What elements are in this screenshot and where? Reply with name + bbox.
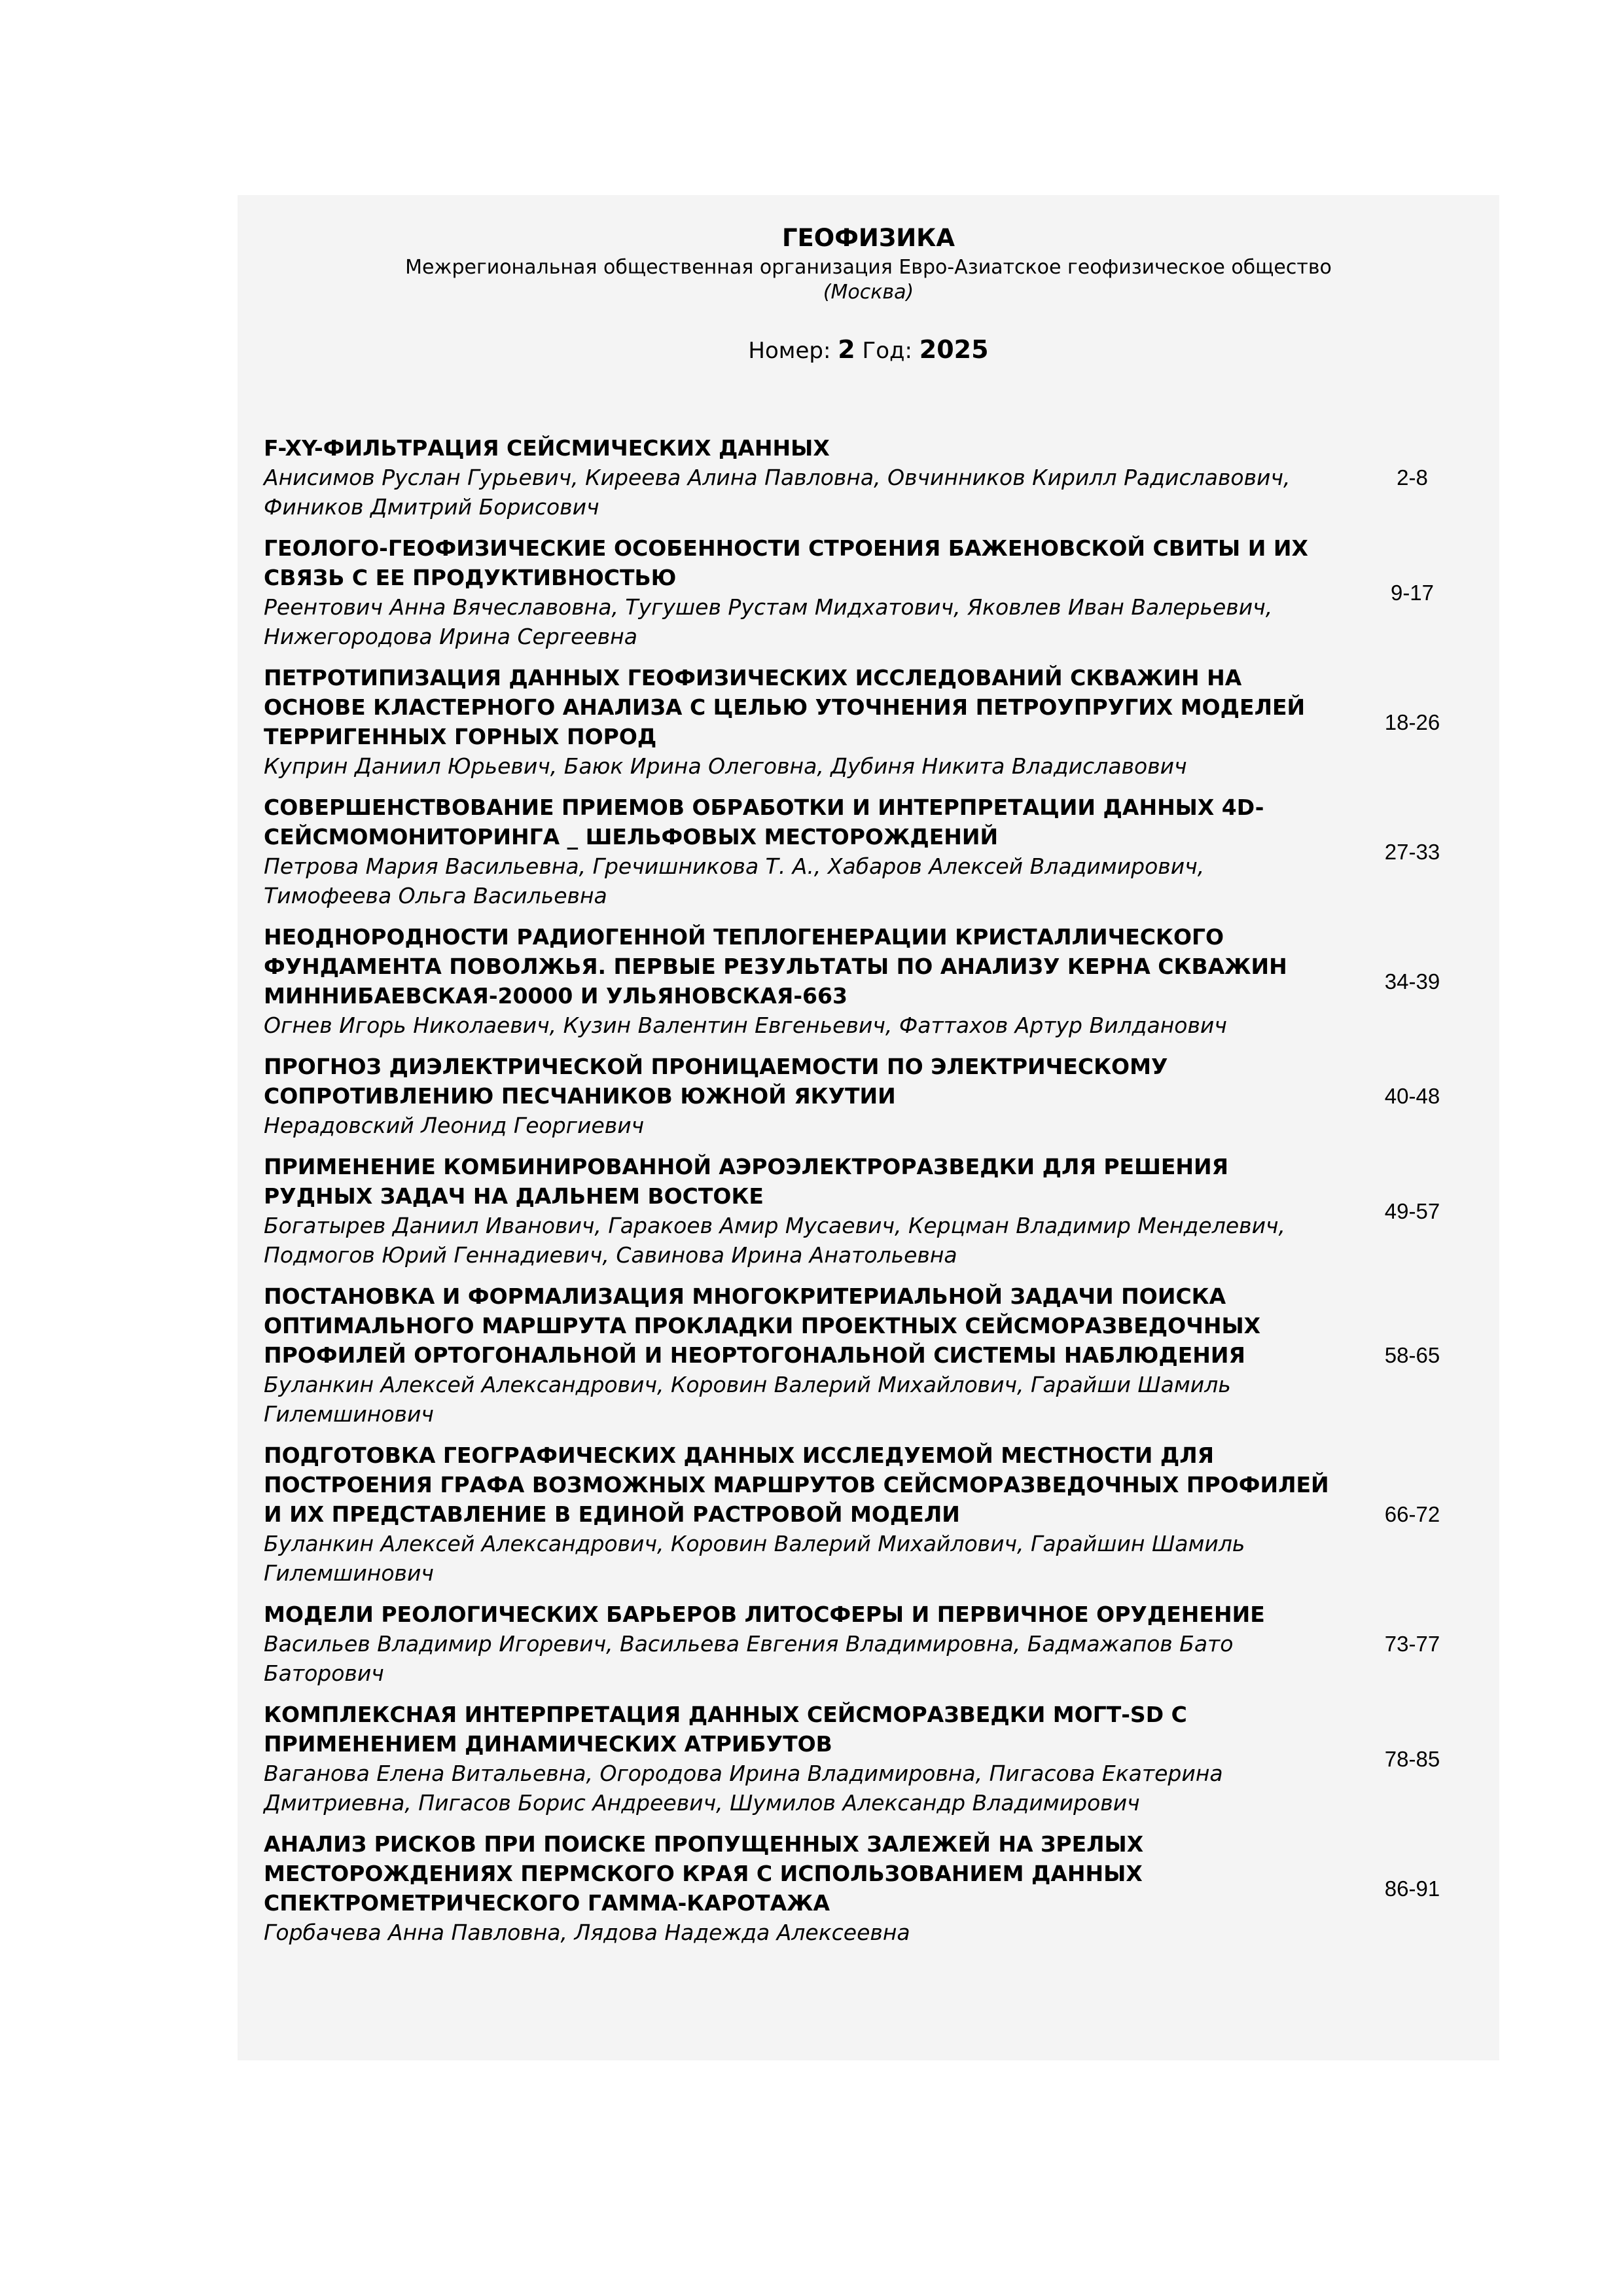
publisher-city: (Москва) [823, 281, 914, 304]
toc-entry [264, 1152, 1488, 1270]
toc-entry [264, 1441, 1488, 1588]
article-pages: 18-26 [1384, 709, 1440, 734]
table-of-contents [264, 433, 1488, 1959]
toc-entry [264, 1282, 1488, 1429]
issue-label: Номер: [748, 338, 831, 364]
article-authors: Буланкин Алексей Александрович, Коровин Валерий Михайлович, Гарайши Шамиль Гилемшинович [264, 1372, 1231, 1427]
issue-header [238, 223, 1499, 365]
toc-entry-text [264, 433, 1337, 522]
article-authors: Куприн Даниил Юрьевич, Баюк Ирина Олеговна, Дубиня Никита Владиславович [264, 753, 1187, 779]
toc-entry-text [264, 1282, 1337, 1429]
article-pages: 86-91 [1384, 1876, 1440, 1901]
toc-entry [264, 1052, 1488, 1140]
publisher-name: Межрегиональная общественная организация Евро-Азиатское геофизическое общество [405, 256, 1332, 279]
article-authors: Богатырев Даниил Иванович, Гаракоев Амир Мусаевич, Керцман Владимир Менделевич, Подмогов Юрий Геннадиевич, Савинова Ирина Анатольевна [264, 1213, 1286, 1268]
article-pages: 40-48 [1384, 1084, 1440, 1108]
article-title-link[interactable]: ПОСТАНОВКА И ФОРМАЛИЗАЦИЯ МНОГОКРИТЕРИАЛЬНОЙ ЗАДАЧИ ПОИСКА ОПТИМАЛЬНОГО МАРШРУТА ПРОКЛАДКИ ПРОЕКТНЫХ СЕЙСМОРАЗВЕДОЧНЫХ ПРОФИЛЕЙ ОРТОГОНАЛЬНОЙ И НЕОРТОГОНАЛЬНОЙ СИСТЕМЫ НАБЛЮДЕНИЯ [264, 1283, 1261, 1368]
toc-entry [264, 1600, 1488, 1688]
article-pages: 49-57 [1384, 1198, 1440, 1223]
article-title-link[interactable]: АНАЛИЗ РИСКОВ ПРИ ПОИСКЕ ПРОПУЩЕННЫХ ЗАЛЕЖЕЙ НА ЗРЕЛЫХ МЕСТОРОЖДЕНИЯХ ПЕРМСКОГО КРАЯ С ИСПОЛЬЗОВАНИЕМ ДАННЫХ СПЕКТРОМЕТРИЧЕСКОГО ГАММА-КАРОТАЖА [264, 1831, 1144, 1916]
article-authors: Нерадовский Леонид Георгиевич [264, 1113, 645, 1138]
toc-entry [264, 922, 1488, 1040]
article-pages: 73-77 [1384, 1632, 1440, 1656]
toc-entry [264, 793, 1488, 910]
article-pages: 34-39 [1384, 969, 1440, 994]
toc-entry [264, 1700, 1488, 1818]
toc-entry [264, 433, 1488, 522]
article-authors: Анисимов Руслан Гурьевич, Киреева Алина Павловна, Овчинников Кирилл Радиславович, Фиников Дмитрий Борисович [264, 465, 1291, 520]
article-authors: Реентович Анна Вячеславовна, Тугушев Рустам Мидхатович, Яковлев Иван Валерьевич, Нижегородова Ирина Сергеевна [264, 594, 1273, 649]
article-pages: 66-72 [1384, 1502, 1440, 1526]
article-pages: 9-17 [1390, 580, 1435, 605]
article-authors: Горбачева Анна Павловна, Лядова Надежда Алексеевна [264, 1920, 910, 1945]
article-authors: Васильев Владимир Игоревич, Васильева Евгения Владимировна, Бадмажапов Бато Баторович [264, 1631, 1234, 1686]
toc-entry-text [264, 1829, 1337, 1947]
article-title-link[interactable]: ПРИМЕНЕНИЕ КОМБИНИРОВАННОЙ АЭРОЭЛЕКТРОРАЗВЕДКИ ДЛЯ РЕШЕНИЯ РУДНЫХ ЗАДАЧ НА ДАЛЬНЕМ ВОСТОКЕ [264, 1154, 1229, 1209]
article-pages: 27-33 [1384, 839, 1440, 864]
article-title-link[interactable]: ПОДГОТОВКА ГЕОГРАФИЧЕСКИХ ДАННЫХ ИССЛЕДУЕМОЙ МЕСТНОСТИ ДЛЯ ПОСТРОЕНИЯ ГРАФА ВОЗМОЖНЫХ МАРШРУТОВ СЕЙСМОРАЗВЕДОЧНЫХ ПРОФИЛЕЙ И ИХ ПРЕДСТАВЛЕНИЕ В ЕДИНОЙ РАСТРОВОЙ МОДЕЛИ [264, 1443, 1329, 1527]
article-title-link[interactable]: СОВЕРШЕНСТВОВАНИЕ ПРИЕМОВ ОБРАБОТКИ И ИНТЕРПРЕТАЦИИ ДАННЫХ 4D-СЕЙСМОМОНИТОРИНГА _ ШЕЛЬФОВЫХ МЕСТОРОЖДЕНИЙ [264, 795, 1264, 850]
issue-contents-panel [238, 195, 1499, 2060]
article-title-link[interactable]: F-XY-ФИЛЬТРАЦИЯ СЕЙСМИЧЕСКИХ ДАННЫХ [264, 435, 830, 461]
toc-entry [264, 533, 1488, 651]
article-title-link[interactable]: МОДЕЛИ РЕОЛОГИЧЕСКИХ БАРЬЕРОВ ЛИТОСФЕРЫ И ПЕРВИЧНОЕ ОРУДЕНЕНИЕ [264, 1602, 1265, 1627]
toc-entry-text [264, 922, 1337, 1040]
toc-entry-text [264, 1152, 1337, 1270]
article-pages: 78-85 [1384, 1746, 1440, 1771]
article-title-link[interactable]: КОМПЛЕКСНАЯ ИНТЕРПРЕТАЦИЯ ДАННЫХ СЕЙСМОРАЗВЕДКИ МОГТ-SD С ПРИМЕНЕНИЕМ ДИНАМИЧЕСКИХ АТРИБУТОВ [264, 1702, 1187, 1757]
year-label: Год: [862, 338, 912, 364]
issue-info [238, 335, 1499, 365]
toc-entry [264, 1829, 1488, 1947]
issue-year: 2025 [919, 335, 989, 364]
toc-entry-text [264, 1441, 1337, 1588]
toc-entry-text [264, 533, 1337, 651]
article-authors: Петрова Мария Васильевна, Гречишникова Т. А., Хабаров Алексей Владимирович, Тимофеева Ольга Васильевна [264, 853, 1205, 908]
toc-entry-text [264, 1052, 1337, 1140]
article-title-link[interactable]: ПЕТРОТИПИЗАЦИЯ ДАННЫХ ГЕОФИЗИЧЕСКИХ ИССЛЕДОВАНИЙ СКВАЖИН НА ОСНОВЕ КЛАСТЕРНОГО АНАЛИЗА С ЦЕЛЬЮ УТОЧНЕНИЯ ПЕТРОУПРУГИХ МОДЕЛЕЙ ТЕРРИГЕННЫХ ГОРНЫХ ПОРОД [264, 665, 1306, 749]
article-authors: Огнев Игорь Николаевич, Кузин Валентин Евгеньевич, Фаттахов Артур Вилданович [264, 1013, 1227, 1038]
toc-entry-text [264, 1700, 1337, 1818]
article-title-link[interactable]: ГЕОЛОГО-ГЕОФИЗИЧЕСКИЕ ОСОБЕННОСТИ СТРОЕНИЯ БАЖЕНОВСКОЙ СВИТЫ И ИХ СВЯЗЬ С ЕЕ ПРОДУКТИВНОСТЬЮ [264, 535, 1308, 590]
journal-title: ГЕОФИЗИКА [781, 224, 955, 252]
article-authors: Ваганова Елена Витальевна, Огородова Ирина Владимировна, Пигасова Екатерина Дмитриевна, Пигасов Борис Андреевич, Шумилов Александр Владимирович [264, 1761, 1223, 1816]
article-pages: 2-8 [1397, 465, 1428, 490]
issue-number: 2 [838, 335, 855, 364]
article-authors: Буланкин Алексей Александрович, Коровин Валерий Михайлович, Гарайшин Шамиль Гилемшинович [264, 1531, 1245, 1586]
toc-entry-text [264, 663, 1337, 781]
toc-entry-text [264, 1600, 1337, 1688]
article-title-link[interactable]: НЕОДНОРОДНОСТИ РАДИОГЕННОЙ ТЕПЛОГЕНЕРАЦИИ КРИСТАЛЛИЧЕСКОГО ФУНДАМЕНТА ПОВОЛЖЬЯ. ПЕРВЫЕ РЕЗУЛЬТАТЫ ПО АНАЛИЗУ КЕРНА СКВАЖИН МИННИБАЕВСКАЯ-20000 И УЛЬЯНОВСКАЯ-663 [264, 924, 1287, 1009]
article-pages: 58-65 [1384, 1343, 1440, 1367]
toc-entry [264, 663, 1488, 781]
article-title-link[interactable]: ПРОГНОЗ ДИЭЛЕКТРИЧЕСКОЙ ПРОНИЦАЕМОСТИ ПО ЭЛЕКТРИЧЕСКОМУ СОПРОТИВЛЕНИЮ ПЕСЧАНИКОВ ЮЖНОЙ ЯКУТИИ [264, 1054, 1168, 1109]
toc-entry-text [264, 793, 1337, 910]
